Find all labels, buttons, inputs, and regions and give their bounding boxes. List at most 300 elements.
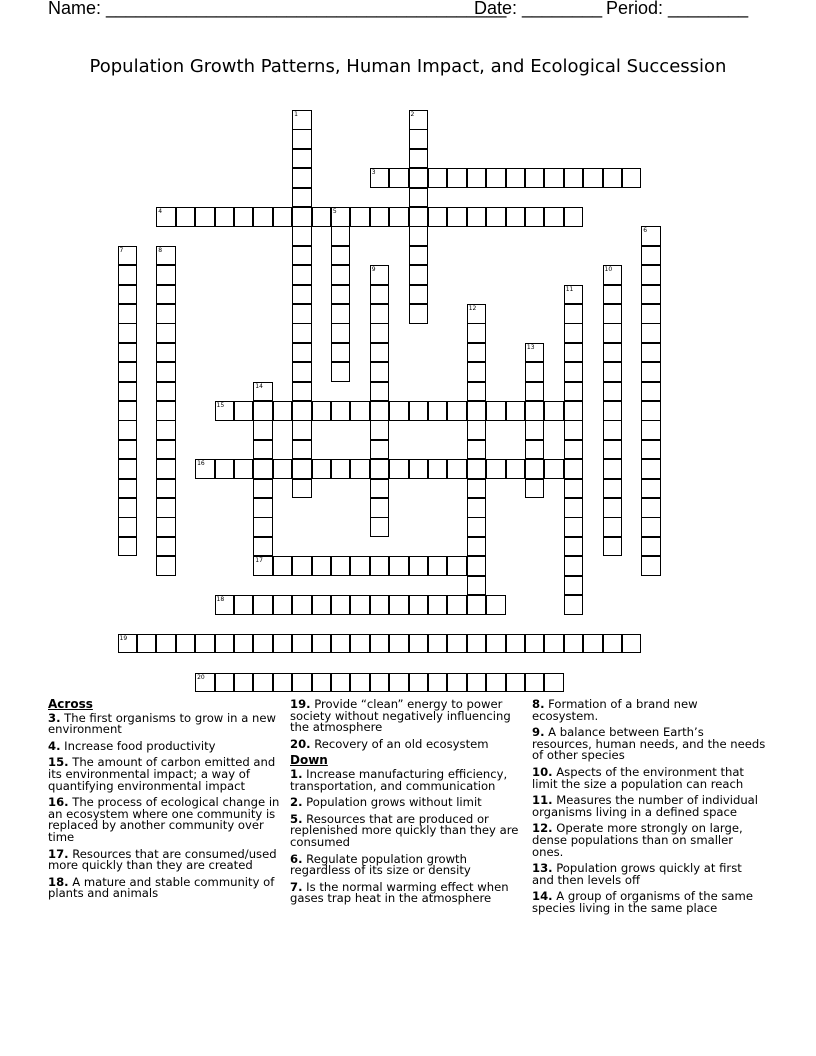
crossword-cell[interactable] — [331, 343, 351, 363]
crossword-cell[interactable] — [564, 556, 584, 576]
crossword-cell[interactable] — [118, 343, 138, 363]
crossword-cell[interactable] — [447, 401, 467, 421]
crossword-cell[interactable] — [486, 634, 506, 654]
crossword-cell[interactable] — [292, 401, 312, 421]
crossword-cell[interactable] — [467, 459, 487, 479]
crossword-cell[interactable] — [350, 673, 370, 693]
crossword-cell[interactable] — [253, 673, 273, 693]
crossword-cell[interactable] — [467, 168, 487, 188]
crossword-cell[interactable] — [234, 401, 254, 421]
crossword-cell[interactable] — [156, 517, 176, 537]
crossword-cell[interactable] — [603, 343, 623, 363]
crossword-cell[interactable] — [253, 401, 273, 421]
crossword-cell[interactable] — [253, 459, 273, 479]
crossword-cell[interactable] — [447, 673, 467, 693]
crossword-cell[interactable] — [467, 576, 487, 596]
crossword-cell[interactable] — [603, 420, 623, 440]
crossword-cell[interactable] — [641, 440, 661, 460]
crossword-cell[interactable] — [544, 168, 564, 188]
crossword-cell[interactable] — [409, 556, 429, 576]
crossword-cell[interactable] — [156, 401, 176, 421]
crossword-cell[interactable] — [370, 556, 390, 576]
crossword-cell[interactable] — [564, 304, 584, 324]
crossword-cell[interactable] — [603, 479, 623, 499]
crossword-cell[interactable] — [156, 420, 176, 440]
crossword-cell[interactable] — [603, 285, 623, 305]
crossword-cell[interactable] — [156, 634, 176, 654]
crossword-cell[interactable] — [118, 382, 138, 402]
crossword-cell[interactable] — [156, 382, 176, 402]
crossword-cell[interactable] — [409, 459, 429, 479]
crossword-cell[interactable] — [486, 673, 506, 693]
crossword-cell[interactable] — [525, 420, 545, 440]
crossword-cell[interactable] — [331, 246, 351, 266]
crossword-cell[interactable] — [428, 207, 448, 227]
crossword-cell[interactable] — [312, 401, 332, 421]
crossword-cell[interactable] — [409, 595, 429, 615]
crossword-cell[interactable] — [156, 440, 176, 460]
crossword-cell[interactable] — [292, 440, 312, 460]
crossword-cell[interactable] — [215, 401, 235, 421]
crossword-cell[interactable] — [370, 382, 390, 402]
crossword-cell[interactable] — [118, 440, 138, 460]
crossword-cell[interactable] — [603, 440, 623, 460]
crossword-cell[interactable] — [370, 168, 390, 188]
crossword-cell[interactable] — [603, 459, 623, 479]
crossword-cell[interactable] — [118, 498, 138, 518]
crossword-cell[interactable] — [370, 362, 390, 382]
crossword-cell[interactable] — [409, 188, 429, 208]
crossword-cell[interactable] — [273, 459, 293, 479]
crossword-cell[interactable] — [370, 401, 390, 421]
crossword-cell[interactable] — [156, 498, 176, 518]
crossword-cell[interactable] — [603, 362, 623, 382]
crossword-cell[interactable] — [331, 401, 351, 421]
crossword-cell[interactable] — [292, 265, 312, 285]
crossword-cell[interactable] — [370, 265, 390, 285]
crossword-cell[interactable] — [564, 459, 584, 479]
crossword-cell[interactable] — [467, 556, 487, 576]
crossword-cell[interactable] — [273, 401, 293, 421]
crossword-cell[interactable] — [525, 207, 545, 227]
crossword-cell[interactable] — [467, 479, 487, 499]
crossword-cell[interactable] — [622, 168, 642, 188]
crossword-cell[interactable] — [641, 382, 661, 402]
crossword-cell[interactable] — [486, 459, 506, 479]
crossword-cell[interactable] — [350, 207, 370, 227]
crossword-cell[interactable] — [292, 207, 312, 227]
name-field[interactable]: Name: ________________________________________ — [48, 0, 507, 18]
crossword-cell[interactable] — [234, 459, 254, 479]
crossword-cell[interactable] — [118, 517, 138, 537]
crossword-cell[interactable] — [564, 498, 584, 518]
crossword-cell[interactable] — [292, 246, 312, 266]
crossword-cell[interactable] — [506, 207, 526, 227]
crossword-cell[interactable] — [292, 479, 312, 499]
crossword-cell[interactable] — [564, 440, 584, 460]
crossword-cell[interactable] — [641, 517, 661, 537]
crossword-cell[interactable] — [331, 362, 351, 382]
crossword-cell[interactable] — [273, 207, 293, 227]
crossword-cell[interactable] — [506, 401, 526, 421]
crossword-cell[interactable] — [603, 498, 623, 518]
crossword-cell[interactable] — [447, 595, 467, 615]
crossword-cell[interactable] — [622, 634, 642, 654]
crossword-cell[interactable] — [370, 673, 390, 693]
crossword-cell[interactable] — [350, 634, 370, 654]
crossword-cell[interactable] — [331, 673, 351, 693]
crossword-cell[interactable] — [409, 168, 429, 188]
crossword-cell[interactable] — [428, 673, 448, 693]
crossword-cell[interactable] — [389, 673, 409, 693]
crossword-cell[interactable] — [370, 207, 390, 227]
crossword-cell[interactable] — [118, 265, 138, 285]
crossword-cell[interactable] — [156, 323, 176, 343]
crossword-cell[interactable] — [564, 576, 584, 596]
crossword-cell[interactable] — [641, 420, 661, 440]
crossword-cell[interactable] — [156, 556, 176, 576]
crossword-cell[interactable] — [331, 285, 351, 305]
crossword-cell[interactable] — [370, 479, 390, 499]
crossword-cell[interactable] — [312, 556, 332, 576]
crossword-cell[interactable] — [506, 634, 526, 654]
crossword-cell[interactable] — [409, 246, 429, 266]
crossword-cell[interactable] — [603, 323, 623, 343]
crossword-cell[interactable] — [389, 595, 409, 615]
crossword-cell[interactable] — [525, 168, 545, 188]
crossword-cell[interactable] — [156, 362, 176, 382]
crossword-cell[interactable] — [641, 304, 661, 324]
crossword-cell[interactable] — [525, 362, 545, 382]
crossword-cell[interactable] — [389, 401, 409, 421]
crossword-cell[interactable] — [273, 595, 293, 615]
crossword-cell[interactable] — [331, 595, 351, 615]
crossword-cell[interactable] — [118, 246, 138, 266]
crossword-cell[interactable] — [467, 498, 487, 518]
crossword-cell[interactable] — [641, 556, 661, 576]
crossword-cell[interactable] — [544, 401, 564, 421]
crossword-cell[interactable] — [525, 459, 545, 479]
crossword-cell[interactable] — [409, 129, 429, 149]
crossword-cell[interactable] — [544, 459, 564, 479]
crossword-cell[interactable] — [641, 343, 661, 363]
crossword-cell[interactable] — [156, 285, 176, 305]
crossword-cell[interactable] — [292, 382, 312, 402]
crossword-cell[interactable] — [215, 595, 235, 615]
crossword-cell[interactable] — [253, 382, 273, 402]
crossword-cell[interactable] — [603, 537, 623, 557]
crossword-cell[interactable] — [253, 207, 273, 227]
crossword-cell[interactable] — [467, 673, 487, 693]
crossword-cell[interactable] — [176, 207, 196, 227]
crossword-cell[interactable] — [253, 634, 273, 654]
crossword-cell[interactable] — [389, 459, 409, 479]
crossword-cell[interactable] — [409, 149, 429, 169]
crossword-cell[interactable] — [603, 265, 623, 285]
crossword-cell[interactable] — [564, 537, 584, 557]
crossword-cell[interactable] — [583, 634, 603, 654]
crossword-cell[interactable] — [389, 168, 409, 188]
crossword-cell[interactable] — [292, 362, 312, 382]
crossword-cell[interactable] — [118, 362, 138, 382]
crossword-cell[interactable] — [118, 479, 138, 499]
crossword-cell[interactable] — [370, 459, 390, 479]
crossword-cell[interactable] — [156, 459, 176, 479]
crossword-cell[interactable] — [292, 188, 312, 208]
crossword-cell[interactable] — [292, 420, 312, 440]
crossword-cell[interactable] — [137, 634, 157, 654]
crossword-cell[interactable] — [409, 265, 429, 285]
crossword-cell[interactable] — [370, 498, 390, 518]
crossword-cell[interactable] — [312, 459, 332, 479]
crossword-cell[interactable] — [176, 634, 196, 654]
crossword-cell[interactable] — [234, 207, 254, 227]
crossword-cell[interactable] — [564, 479, 584, 499]
crossword-cell[interactable] — [370, 323, 390, 343]
crossword-cell[interactable] — [350, 401, 370, 421]
crossword-cell[interactable] — [253, 420, 273, 440]
crossword-cell[interactable] — [564, 168, 584, 188]
crossword-cell[interactable] — [428, 168, 448, 188]
crossword-cell[interactable] — [506, 673, 526, 693]
crossword-cell[interactable] — [312, 595, 332, 615]
crossword-cell[interactable] — [292, 110, 312, 130]
crossword-cell[interactable] — [118, 304, 138, 324]
crossword-cell[interactable] — [253, 517, 273, 537]
crossword-cell[interactable] — [603, 634, 623, 654]
crossword-cell[interactable] — [215, 634, 235, 654]
crossword-cell[interactable] — [428, 459, 448, 479]
crossword-cell[interactable] — [428, 401, 448, 421]
crossword-cell[interactable] — [312, 207, 332, 227]
crossword-cell[interactable] — [331, 634, 351, 654]
crossword-cell[interactable] — [428, 634, 448, 654]
crossword-cell[interactable] — [292, 149, 312, 169]
crossword-cell[interactable] — [409, 304, 429, 324]
crossword-cell[interactable] — [389, 207, 409, 227]
crossword-cell[interactable] — [641, 265, 661, 285]
crossword-cell[interactable] — [156, 265, 176, 285]
crossword-cell[interactable] — [292, 595, 312, 615]
crossword-cell[interactable] — [525, 440, 545, 460]
crossword-cell[interactable] — [292, 304, 312, 324]
crossword-cell[interactable] — [350, 459, 370, 479]
crossword-cell[interactable] — [564, 207, 584, 227]
crossword-cell[interactable] — [292, 129, 312, 149]
crossword-cell[interactable] — [641, 285, 661, 305]
crossword-cell[interactable] — [253, 595, 273, 615]
crossword-cell[interactable] — [292, 226, 312, 246]
crossword-cell[interactable] — [118, 323, 138, 343]
crossword-cell[interactable] — [370, 304, 390, 324]
crossword-cell[interactable] — [331, 226, 351, 246]
crossword-cell[interactable] — [370, 343, 390, 363]
crossword-cell[interactable] — [641, 362, 661, 382]
crossword-cell[interactable] — [467, 634, 487, 654]
crossword-cell[interactable] — [603, 401, 623, 421]
crossword-cell[interactable] — [486, 595, 506, 615]
crossword-cell[interactable] — [312, 634, 332, 654]
crossword-cell[interactable] — [331, 556, 351, 576]
crossword-cell[interactable] — [564, 323, 584, 343]
crossword-cell[interactable] — [641, 246, 661, 266]
crossword-cell[interactable] — [409, 673, 429, 693]
crossword-cell[interactable] — [525, 479, 545, 499]
crossword-cell[interactable] — [486, 168, 506, 188]
crossword-cell[interactable] — [118, 285, 138, 305]
crossword-cell[interactable] — [156, 479, 176, 499]
crossword-cell[interactable] — [331, 304, 351, 324]
crossword-cell[interactable] — [350, 556, 370, 576]
crossword-cell[interactable] — [331, 207, 351, 227]
crossword-cell[interactable] — [583, 168, 603, 188]
crossword-cell[interactable] — [641, 323, 661, 343]
crossword-cell[interactable] — [467, 537, 487, 557]
crossword-cell[interactable] — [564, 517, 584, 537]
crossword-cell[interactable] — [370, 420, 390, 440]
crossword-cell[interactable] — [486, 401, 506, 421]
crossword-cell[interactable] — [641, 479, 661, 499]
crossword-cell[interactable] — [506, 459, 526, 479]
crossword-cell[interactable] — [467, 343, 487, 363]
crossword-cell[interactable] — [156, 343, 176, 363]
crossword-cell[interactable] — [506, 168, 526, 188]
crossword-cell[interactable] — [370, 285, 390, 305]
crossword-cell[interactable] — [195, 634, 215, 654]
crossword-cell[interactable] — [331, 323, 351, 343]
crossword-cell[interactable] — [544, 634, 564, 654]
crossword-cell[interactable] — [273, 556, 293, 576]
crossword-cell[interactable] — [331, 459, 351, 479]
crossword-cell[interactable] — [292, 285, 312, 305]
crossword-cell[interactable] — [564, 634, 584, 654]
crossword-cell[interactable] — [292, 459, 312, 479]
crossword-cell[interactable] — [350, 595, 370, 615]
crossword-cell[interactable] — [292, 673, 312, 693]
crossword-cell[interactable] — [544, 207, 564, 227]
crossword-cell[interactable] — [641, 226, 661, 246]
crossword-cell[interactable] — [331, 265, 351, 285]
crossword-cell[interactable] — [641, 401, 661, 421]
crossword-cell[interactable] — [564, 595, 584, 615]
crossword-cell[interactable] — [370, 595, 390, 615]
crossword-cell[interactable] — [641, 537, 661, 557]
crossword-cell[interactable] — [428, 556, 448, 576]
crossword-cell[interactable] — [234, 673, 254, 693]
crossword-cell[interactable] — [564, 285, 584, 305]
crossword-cell[interactable] — [467, 440, 487, 460]
crossword-cell[interactable] — [525, 382, 545, 402]
crossword-cell[interactable] — [564, 362, 584, 382]
crossword-cell[interactable] — [292, 168, 312, 188]
crossword-cell[interactable] — [603, 382, 623, 402]
crossword-cell[interactable] — [234, 634, 254, 654]
crossword-cell[interactable] — [409, 285, 429, 305]
crossword-cell[interactable] — [156, 304, 176, 324]
crossword-cell[interactable] — [564, 382, 584, 402]
crossword-cell[interactable] — [564, 420, 584, 440]
crossword-cell[interactable] — [467, 595, 487, 615]
crossword-cell[interactable] — [447, 207, 467, 227]
crossword-cell[interactable] — [447, 556, 467, 576]
crossword-cell[interactable] — [292, 556, 312, 576]
crossword-cell[interactable] — [312, 673, 332, 693]
crossword-cell[interactable] — [641, 498, 661, 518]
crossword-cell[interactable] — [525, 634, 545, 654]
crossword-cell[interactable] — [409, 110, 429, 130]
crossword-cell[interactable] — [215, 673, 235, 693]
crossword-cell[interactable] — [467, 323, 487, 343]
crossword-cell[interactable] — [215, 459, 235, 479]
crossword-cell[interactable] — [195, 673, 215, 693]
crossword-cell[interactable] — [389, 556, 409, 576]
crossword-cell[interactable] — [603, 168, 623, 188]
crossword-cell[interactable] — [603, 304, 623, 324]
crossword-cell[interactable] — [409, 634, 429, 654]
crossword-cell[interactable] — [467, 517, 487, 537]
period-field[interactable]: Period: ________ — [606, 0, 749, 18]
crossword-cell[interactable] — [370, 634, 390, 654]
crossword-cell[interactable] — [467, 382, 487, 402]
crossword-cell[interactable] — [215, 207, 235, 227]
crossword-cell[interactable] — [118, 459, 138, 479]
crossword-cell[interactable] — [467, 401, 487, 421]
crossword-cell[interactable] — [486, 207, 506, 227]
crossword-cell[interactable] — [118, 420, 138, 440]
crossword-cell[interactable] — [118, 634, 138, 654]
crossword-cell[interactable] — [234, 595, 254, 615]
crossword-cell[interactable] — [467, 304, 487, 324]
crossword-cell[interactable] — [447, 459, 467, 479]
crossword-cell[interactable] — [409, 207, 429, 227]
crossword-cell[interactable] — [447, 634, 467, 654]
crossword-cell[interactable] — [292, 343, 312, 363]
crossword-cell[interactable] — [273, 634, 293, 654]
crossword-cell[interactable] — [292, 323, 312, 343]
crossword-cell[interactable] — [525, 673, 545, 693]
crossword-cell[interactable] — [467, 362, 487, 382]
crossword-cell[interactable] — [118, 537, 138, 557]
crossword-cell[interactable] — [467, 420, 487, 440]
crossword-cell[interactable] — [156, 246, 176, 266]
crossword-cell[interactable] — [564, 343, 584, 363]
crossword-cell[interactable] — [603, 517, 623, 537]
crossword-cell[interactable] — [273, 673, 293, 693]
crossword-cell[interactable] — [195, 459, 215, 479]
crossword-cell[interactable] — [544, 673, 564, 693]
crossword-cell[interactable] — [253, 498, 273, 518]
crossword-cell[interactable] — [564, 401, 584, 421]
crossword-cell[interactable] — [389, 634, 409, 654]
crossword-cell[interactable] — [641, 459, 661, 479]
date-field[interactable]: Date: ________ — [474, 0, 603, 18]
crossword-cell[interactable] — [195, 207, 215, 227]
crossword-cell[interactable] — [467, 207, 487, 227]
crossword-cell[interactable] — [525, 401, 545, 421]
crossword-cell[interactable] — [253, 479, 273, 499]
crossword-cell[interactable] — [253, 537, 273, 557]
crossword-cell[interactable] — [428, 595, 448, 615]
crossword-cell[interactable] — [370, 517, 390, 537]
crossword-cell[interactable] — [409, 401, 429, 421]
crossword-cell[interactable] — [370, 440, 390, 460]
crossword-cell[interactable] — [447, 168, 467, 188]
crossword-cell[interactable] — [156, 207, 176, 227]
crossword-cell[interactable] — [253, 556, 273, 576]
crossword-cell[interactable] — [409, 226, 429, 246]
crossword-cell[interactable] — [525, 343, 545, 363]
crossword-cell[interactable] — [253, 440, 273, 460]
